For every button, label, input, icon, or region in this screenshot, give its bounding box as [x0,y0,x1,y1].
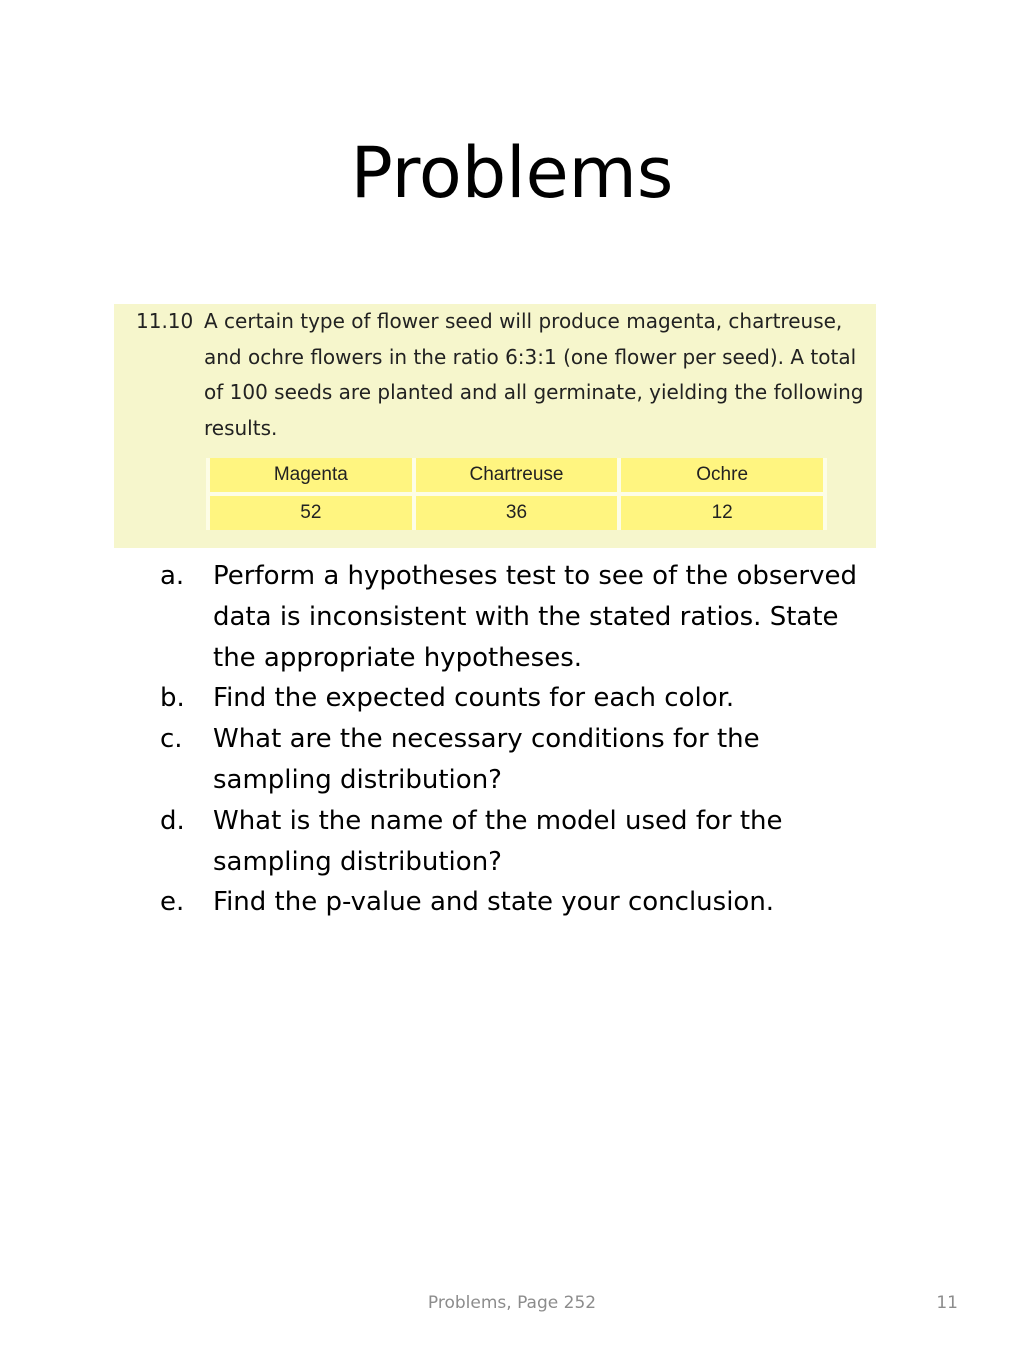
list-item-letter: b. [160,683,185,714]
question-list [160,556,860,923]
table-row [208,494,825,530]
slide-title: Problems [350,132,674,214]
list-item-text: What are the necessary conditions for the sampling distribution? [213,724,760,795]
table-header-row [208,458,825,494]
list-item-text: Find the expected counts for each color. [213,683,735,714]
list-item [160,801,860,883]
list-item [160,882,860,923]
problem-excerpt [114,304,876,548]
problem-statement: A certain type of flower seed will produce magenta, chartreuse, and ochre flowers in the ratio 6:3:1 (one flower per seed). A total of 100 seeds are planted and all germinate, yielding the following results. [204,309,864,440]
list-item-text: Perform a hypotheses test to see of the observed data is inconsistent with the stated ratios. State the appropriate hypotheses. [213,561,857,673]
table-header-magenta: Magenta [208,458,414,494]
footer-text: Problems, Page 252 [427,1293,597,1313]
list-item [160,556,860,678]
results-table [206,458,827,530]
list-item [160,678,860,719]
list-item-letter: d. [160,805,185,836]
table-cell-ochre: 12 [619,494,825,530]
problem-number: 11.10 [136,309,194,333]
table-header-chartreuse: Chartreuse [414,458,620,494]
list-item-letter: e. [160,887,185,918]
list-item [160,719,860,801]
page-number: 11 [936,1293,958,1313]
table-header-ochre: Ochre [619,458,825,494]
list-item-letter: c. [160,724,183,755]
table-cell-chartreuse: 36 [414,494,620,530]
list-item-letter: a. [160,561,185,591]
list-item-text: Find the p-value and state your conclusion. [213,887,775,918]
list-item-text: What is the name of the model used for the sampling distribution? [213,805,783,877]
table-cell-magenta: 52 [208,494,414,530]
